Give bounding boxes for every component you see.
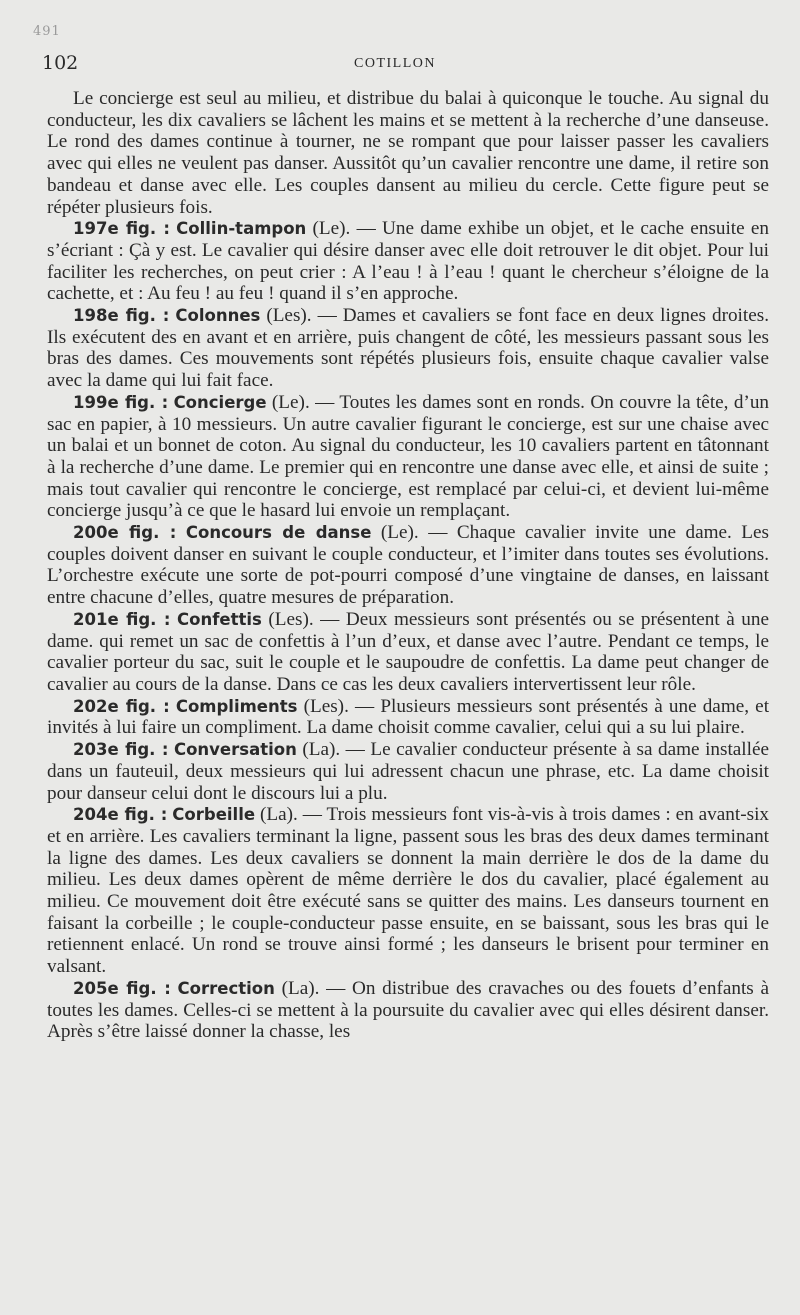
figure-entry-198 <box>47 305 769 392</box>
figure-article: (La). <box>255 804 298 826</box>
running-title: COTILLON <box>354 56 436 71</box>
figure-entry-203 <box>47 739 769 804</box>
figure-article: (Les). <box>297 695 349 717</box>
figure-entry-205 <box>47 978 769 1043</box>
figure-entry-202 <box>47 696 769 739</box>
figure-entry-200 <box>47 522 769 609</box>
figure-description: — On distribue des cravaches ou des fouets d’enfants à toutes les dames. Celles-ci se mettent à la poursuite du cavalier avec qui elles désirent danser. Après s’être laissé donner la chasse, les <box>47 977 769 1043</box>
page-number: 102 <box>42 52 79 74</box>
figure-number: 203e fig. : <box>73 740 169 760</box>
figure-article: (La). <box>274 977 320 999</box>
figure-title: Concours de danse <box>185 523 372 543</box>
figure-title: Conversation <box>173 740 297 760</box>
figure-article: (Les). <box>261 608 314 630</box>
body-text <box>47 88 769 1043</box>
figure-number: 204e fig. : <box>73 805 168 825</box>
figure-number: 200e fig. : <box>73 523 177 543</box>
figure-article: (Le). <box>306 218 351 240</box>
figure-number: 201e fig. : <box>73 609 171 629</box>
figure-number: 198e fig. : <box>73 306 170 326</box>
figure-description: — Une dame exhibe un objet, et le cache ensuite en s’écriant : Çà y est. Le cavalier qui désire danser avec elle doit retrouver le dit objet. Pour lui faciliter les recherches, on peut crier : A l’eau ! à l’eau ! quant le chercheur s’éloigne de la cachette, et : Au feu ! au feu ! quand il s’en approche. <box>47 218 770 305</box>
figure-number: 199e fig. : <box>73 392 169 412</box>
figure-article: (Les). <box>260 305 312 327</box>
figure-entry-204 <box>47 804 769 978</box>
figure-description: — Le cavalier conducteur présente à sa dame installée dans un fauteuil, deux messieurs qui lui adressent chacun une phrase, etc. La dame choisit pour danseur celui dont le discours lui a plu. <box>47 739 770 804</box>
library-stamp-mark: 491 <box>33 24 61 39</box>
figure-number: 205e fig. : <box>73 978 171 998</box>
figure-title: Compliments <box>175 696 298 716</box>
figure-title: Colonnes <box>175 306 261 326</box>
figure-title: Corbeille <box>172 805 256 825</box>
figure-number: 202e fig. : <box>73 696 170 716</box>
figure-description: — Plusieurs messieurs sont présentés à une dame, et invités à lui faire un compliment. La dame choisit comme cavalier, celui qui a su lui plaire. <box>47 695 770 739</box>
intro-paragraph: Le concierge est seul au milieu, et distribue du balai à quiconque le touche. Au signal du conducteur, les dix cavaliers se lâchent les mains et se mettent à la recherche d’une danseuse. Le rond des dames continue à tourner, ne se rompant que pour laisser passer les cavaliers avec qui elles ne veulent pas danser. Aussitôt qu’un cavalier rencontre une dame, il retire son bandeau et danse avec elle. Les couples dansent au milieu du cercle. Cette figure peut se répéter plusieurs fois. <box>47 88 769 218</box>
figure-title: Confettis <box>177 609 262 629</box>
figure-title: Collin-tampon <box>176 219 307 239</box>
figure-entry-197 <box>47 218 769 305</box>
figure-description: — Chaque cavalier invite une dame. Les couples doivent danser en suivant le couple conducteur, et l’imiter dans toutes ses évolutions. L’orchestre exécute une sorte de pot-pourri composé d’une vingtaine de danses, en laissant entre chacune d’elles, quatre mesures de préparation. <box>47 522 770 609</box>
running-head <box>0 52 800 78</box>
figure-article: (La). <box>296 739 341 761</box>
figure-article: (Le). <box>371 522 419 544</box>
figure-description: — Trois messieurs font vis-à-vis à trois dames : en avant-six et en arrière. Les cavaliers terminant la ligne, passent sous les bras des deux dames terminant la ligne des dames. Les deux cavaliers se donnent la main derrière le dos de la dame du milieu. Les deux dames opèrent de même derrière le dos du cavalier, placé également au milieu. Ce mouvement doit être exécuté sans se quitter des mains. Les danseurs tournent en faisant la corbeille ; le couple-conducteur passe ensuite, en se baissant, sous les bras qui le retiennent enlacé. Un rond se trouve ainsi formé ; les danseurs le brisent pour terminer en valsant. <box>47 804 769 978</box>
figure-title: Correction <box>177 978 275 998</box>
figure-entry-199 <box>47 392 769 522</box>
figure-title: Concierge <box>173 392 267 412</box>
figure-entry-201 <box>47 609 769 696</box>
figure-description: — Dames et cavaliers se font face en deux lignes droites. Ils exécutent des en avant et en arrière, puis changent de côté, les messieurs passant sous les bras des dames. Ces mouvements sont répétés plusieurs fois, ensuite chaque cavalier valse avec la dame qui lui fait face. <box>47 305 769 392</box>
figure-description: — Toutes les dames sont en ronds. On couvre la tête, d’un sac en papier, à 10 messieurs. Un autre cavalier figurant le concierge, est sur une chaise avec un balai et un bonnet de coton. Au signal du conducteur, les 10 cavaliers partent en tâtonnant à la recherche d’une dame. Le premier qui en rencontre une danse avec elle, et ainsi de suite ; mais tout cavalier qui rencontre le concierge, est remplacé par celui-ci, et devient lui-même concierge jusqu’à ce que le hasard lui envoie un remplaçant. <box>47 391 770 522</box>
figure-article: (Le). <box>266 391 310 413</box>
figure-number: 197e fig. : <box>73 219 170 239</box>
figure-description: — Deux messieurs sont présentés ou se présentent à une dame. qui remet un sac de confettis à l’un d’eux, et danse avec l’autre. Pendant ce temps, le cavalier porteur du sac, suit le couple et le saupoudre de confettis. La dame peut changer de cavalier au cours de la danse. Dans ce cas les deux cavaliers intervertissent leur rôle. <box>47 608 769 695</box>
